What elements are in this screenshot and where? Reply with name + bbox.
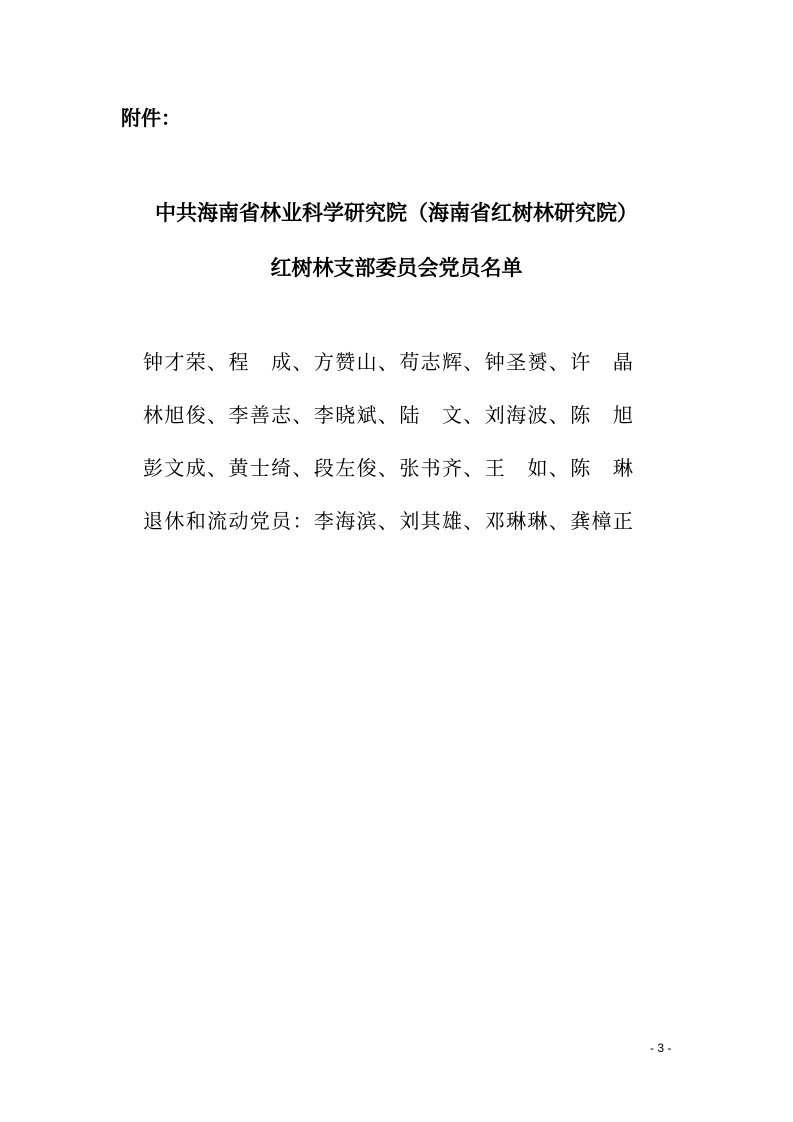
- member-char: 方: [313, 350, 334, 374]
- member-char: 、: [463, 350, 484, 374]
- member-char: 如: [527, 456, 548, 480]
- member-char: 、: [292, 350, 313, 374]
- member-char: 赞: [335, 350, 356, 374]
- member-char: 黄: [228, 456, 249, 480]
- member-char: 陆: [399, 403, 420, 427]
- member-char: 程: [228, 350, 249, 374]
- member-char: 俊: [185, 403, 206, 427]
- member-char: 琳: [527, 509, 548, 533]
- member-char: 张: [399, 456, 420, 480]
- member-char: 、: [548, 456, 569, 480]
- member-char: 左: [335, 456, 356, 480]
- member-char: 、: [377, 350, 398, 374]
- member-char: 退: [143, 509, 163, 533]
- member-char: 陈: [570, 403, 591, 427]
- member-char: 海: [335, 509, 356, 533]
- member-char: 波: [527, 403, 548, 427]
- member-char: 、: [207, 403, 228, 427]
- member-char: 、: [377, 403, 398, 427]
- member-char: 善: [249, 403, 270, 427]
- member-char: 钟: [143, 350, 163, 374]
- member-char: 斌: [356, 403, 377, 427]
- member-char: 、: [548, 403, 569, 427]
- member-line: [143, 398, 633, 432]
- member-char: 滨: [356, 509, 377, 533]
- member-char: 、: [292, 456, 313, 480]
- member-line: [143, 504, 633, 538]
- attachment-label: 附件：: [121, 106, 181, 130]
- member-char: 圣: [506, 350, 527, 374]
- member-char: 钟: [484, 350, 505, 374]
- member-char: 文: [164, 456, 185, 480]
- member-char: 许: [570, 350, 591, 374]
- member-char: 、: [292, 403, 313, 427]
- document-title-line-1: 中共海南省林业科学研究院（海南省红树林研究院）: [155, 200, 638, 225]
- member-char: 陈: [570, 456, 591, 480]
- member-char: 、: [548, 350, 569, 374]
- member-char: 王: [484, 456, 505, 480]
- member-char: 刘: [399, 509, 420, 533]
- member-char: 其: [420, 509, 441, 533]
- member-char: 齐: [442, 456, 463, 480]
- member-char: 旭: [164, 403, 185, 427]
- member-char: 员: [271, 509, 292, 533]
- member-char: 士: [249, 456, 270, 480]
- member-char: 和: [185, 509, 206, 533]
- member-char: 晓: [335, 403, 356, 427]
- member-char: 、: [463, 509, 484, 533]
- member-char: 党: [249, 509, 270, 533]
- member-char: 、: [207, 456, 228, 480]
- member-char: 文: [442, 403, 463, 427]
- member-char: 邓: [484, 509, 505, 533]
- member-char: 流: [207, 509, 228, 533]
- member-char: 荣: [185, 350, 206, 374]
- member-char: 书: [420, 456, 441, 480]
- member-char: 龚: [570, 509, 591, 533]
- member-char: 成: [271, 350, 292, 374]
- member-char: 李: [313, 403, 334, 427]
- member-char: 苟: [399, 350, 420, 374]
- member-char: ：: [292, 509, 313, 533]
- member-char: 林: [143, 403, 163, 427]
- member-char: 、: [207, 350, 228, 374]
- member-char: 李: [313, 509, 334, 533]
- member-char: 海: [506, 403, 527, 427]
- member-char: 琳: [612, 456, 633, 480]
- member-list: [143, 345, 633, 557]
- member-char: 旭: [612, 403, 633, 427]
- member-char: 樟: [591, 509, 612, 533]
- member-char: 赟: [527, 350, 548, 374]
- member-char: 晶: [612, 350, 633, 374]
- member-char: 、: [463, 456, 484, 480]
- member-char: 志: [420, 350, 441, 374]
- member-char: 志: [271, 403, 292, 427]
- member-char: 绮: [271, 456, 292, 480]
- member-char: 辉: [442, 350, 463, 374]
- member-char: 段: [313, 456, 334, 480]
- member-char: 休: [164, 509, 185, 533]
- member-char: 、: [377, 456, 398, 480]
- member-char: 雄: [442, 509, 463, 533]
- member-char: 山: [356, 350, 377, 374]
- page-number: - 3 -: [650, 1041, 672, 1055]
- document-title-line-2: 红树林支部委员会党员名单: [270, 255, 523, 280]
- member-char: 、: [463, 403, 484, 427]
- member-char: 刘: [484, 403, 505, 427]
- member-char: 、: [377, 509, 398, 533]
- member-char: 正: [612, 509, 633, 533]
- member-char: 琳: [506, 509, 527, 533]
- member-char: 俊: [356, 456, 377, 480]
- member-char: 、: [548, 509, 569, 533]
- member-char: 李: [228, 403, 249, 427]
- member-char: 动: [228, 509, 249, 533]
- member-line: [143, 451, 633, 485]
- member-char: 才: [164, 350, 185, 374]
- member-char: 彭: [143, 456, 163, 480]
- member-line: [143, 345, 633, 379]
- member-char: 成: [185, 456, 206, 480]
